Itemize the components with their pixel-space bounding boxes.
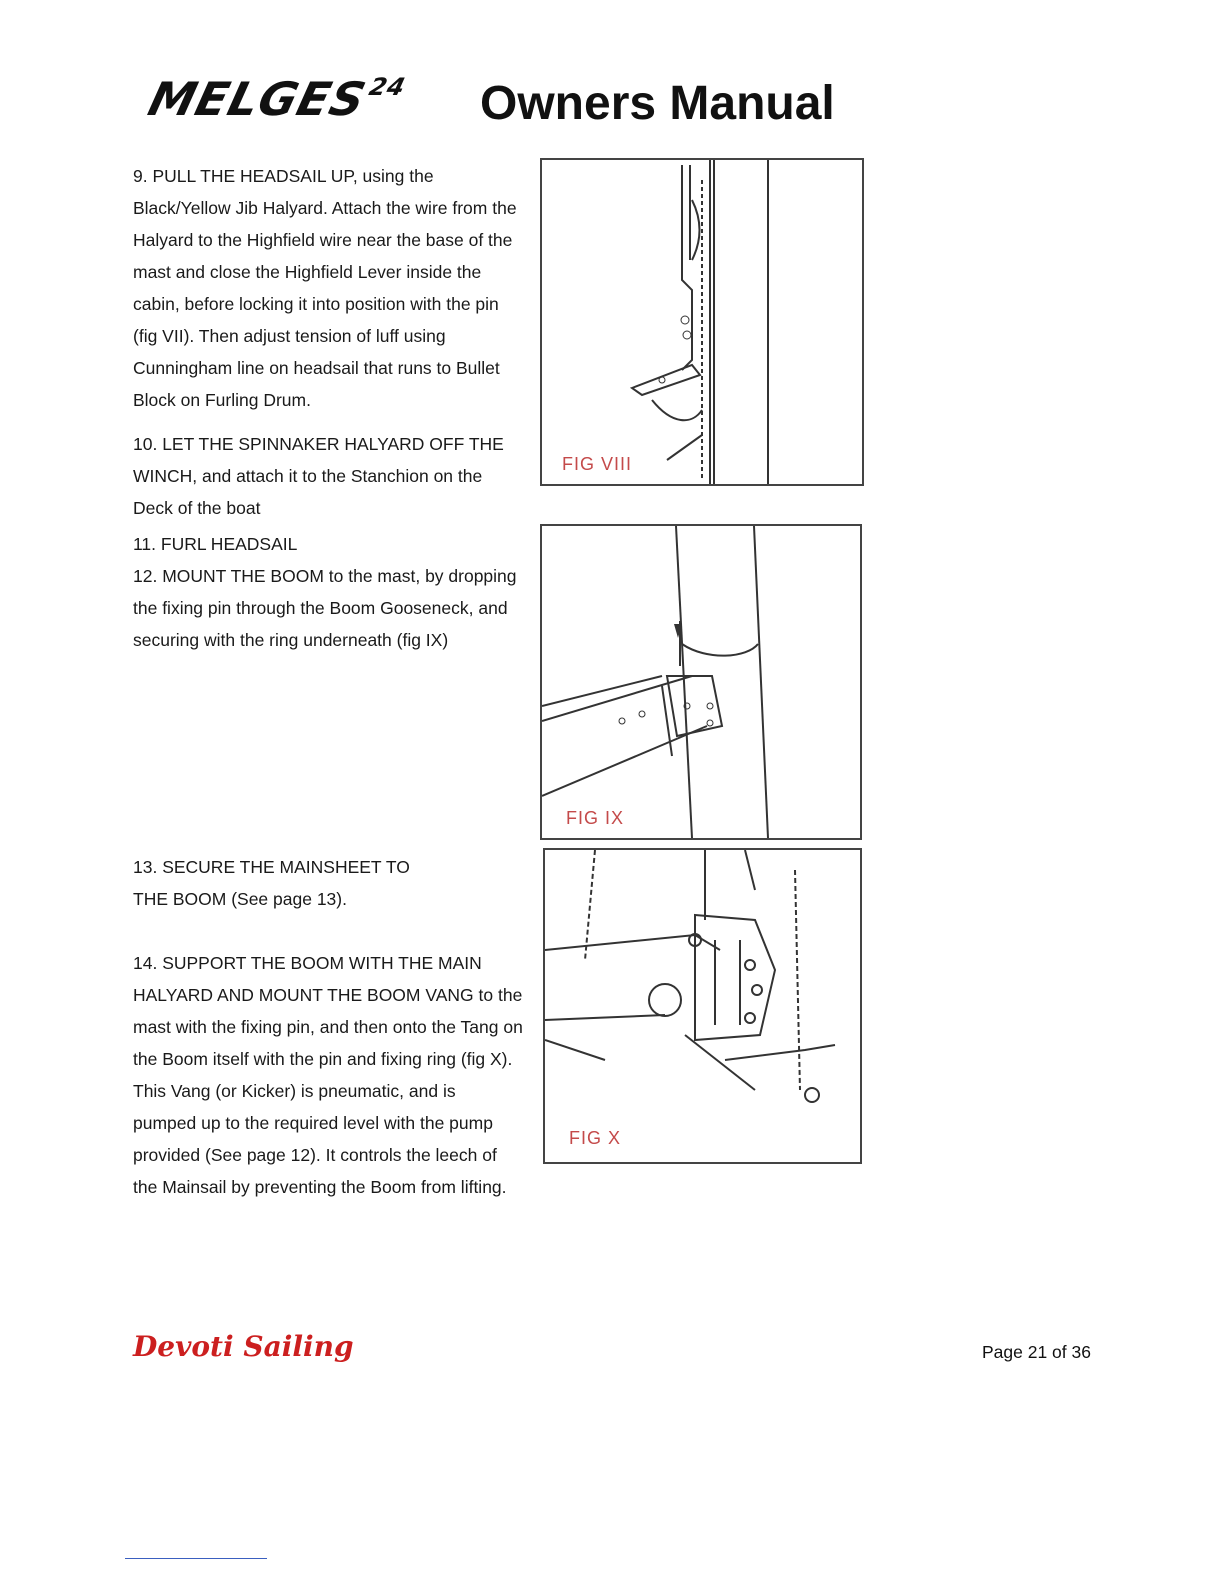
figure-viii-label: FIG VIII xyxy=(562,454,633,474)
figure-viii xyxy=(540,158,864,486)
logo-text: MELGES xyxy=(143,72,372,126)
figure-viii-drawing xyxy=(542,160,862,484)
page-number: Page 21 of 36 xyxy=(982,1342,1091,1362)
figure-ix-label: FIG IX xyxy=(566,808,625,828)
step-10: 10. LET THE SPINNAKER HALYARD OFF THE WINCH, and attach it to the Stanchion on the Deck of the boat xyxy=(133,434,504,518)
footnote-divider xyxy=(125,1558,267,1559)
figure-x xyxy=(543,848,862,1164)
melges-logo xyxy=(143,72,409,126)
step-13: 13. SECURE THE MAINSHEET TO THE BOOM (See page 13). xyxy=(133,857,410,909)
step-14: 14. SUPPORT THE BOOM WITH THE MAIN HALYARD AND MOUNT THE BOOM VANG to the mast with the fixing pin, and then onto the Tang on the Boom itself with the pin and fixing ring (fig X). This Vang (or Kicker) is pneumatic, and is pumped up to the required level with the pump provided (See page 12). It controls the leech of the Mainsail by preventing the Boom from lifting. xyxy=(133,953,523,1197)
step-9: 9. PULL THE HEADSAIL UP, using the Black/Yellow Jib Halyard. Attach the wire from the Halyard to the Highfield wire near the base of the mast and close the Highfield Lever inside the cabin, before locking it into position with the pin (fig VII). Then adjust tension of luff using Cunningham line on headsail that runs to Bullet Block on Furling Drum. xyxy=(133,166,517,410)
page-title: Owners Manual xyxy=(480,77,835,130)
figure-x-label: FIG X xyxy=(569,1128,622,1148)
logo-superscript: 24 xyxy=(366,72,409,101)
figure-x-drawing xyxy=(545,850,860,1162)
step-11: 11. FURL HEADSAIL xyxy=(133,534,298,554)
figure-ix xyxy=(540,524,862,840)
figure-ix-drawing xyxy=(542,526,860,838)
step-12: 12. MOUNT THE BOOM to the mast, by dropping the fixing pin through the Boom Gooseneck, and securing with the ring underneath (fig IX) xyxy=(133,566,517,650)
devoti-sailing-logo: Devoti Sailing xyxy=(133,1330,354,1363)
